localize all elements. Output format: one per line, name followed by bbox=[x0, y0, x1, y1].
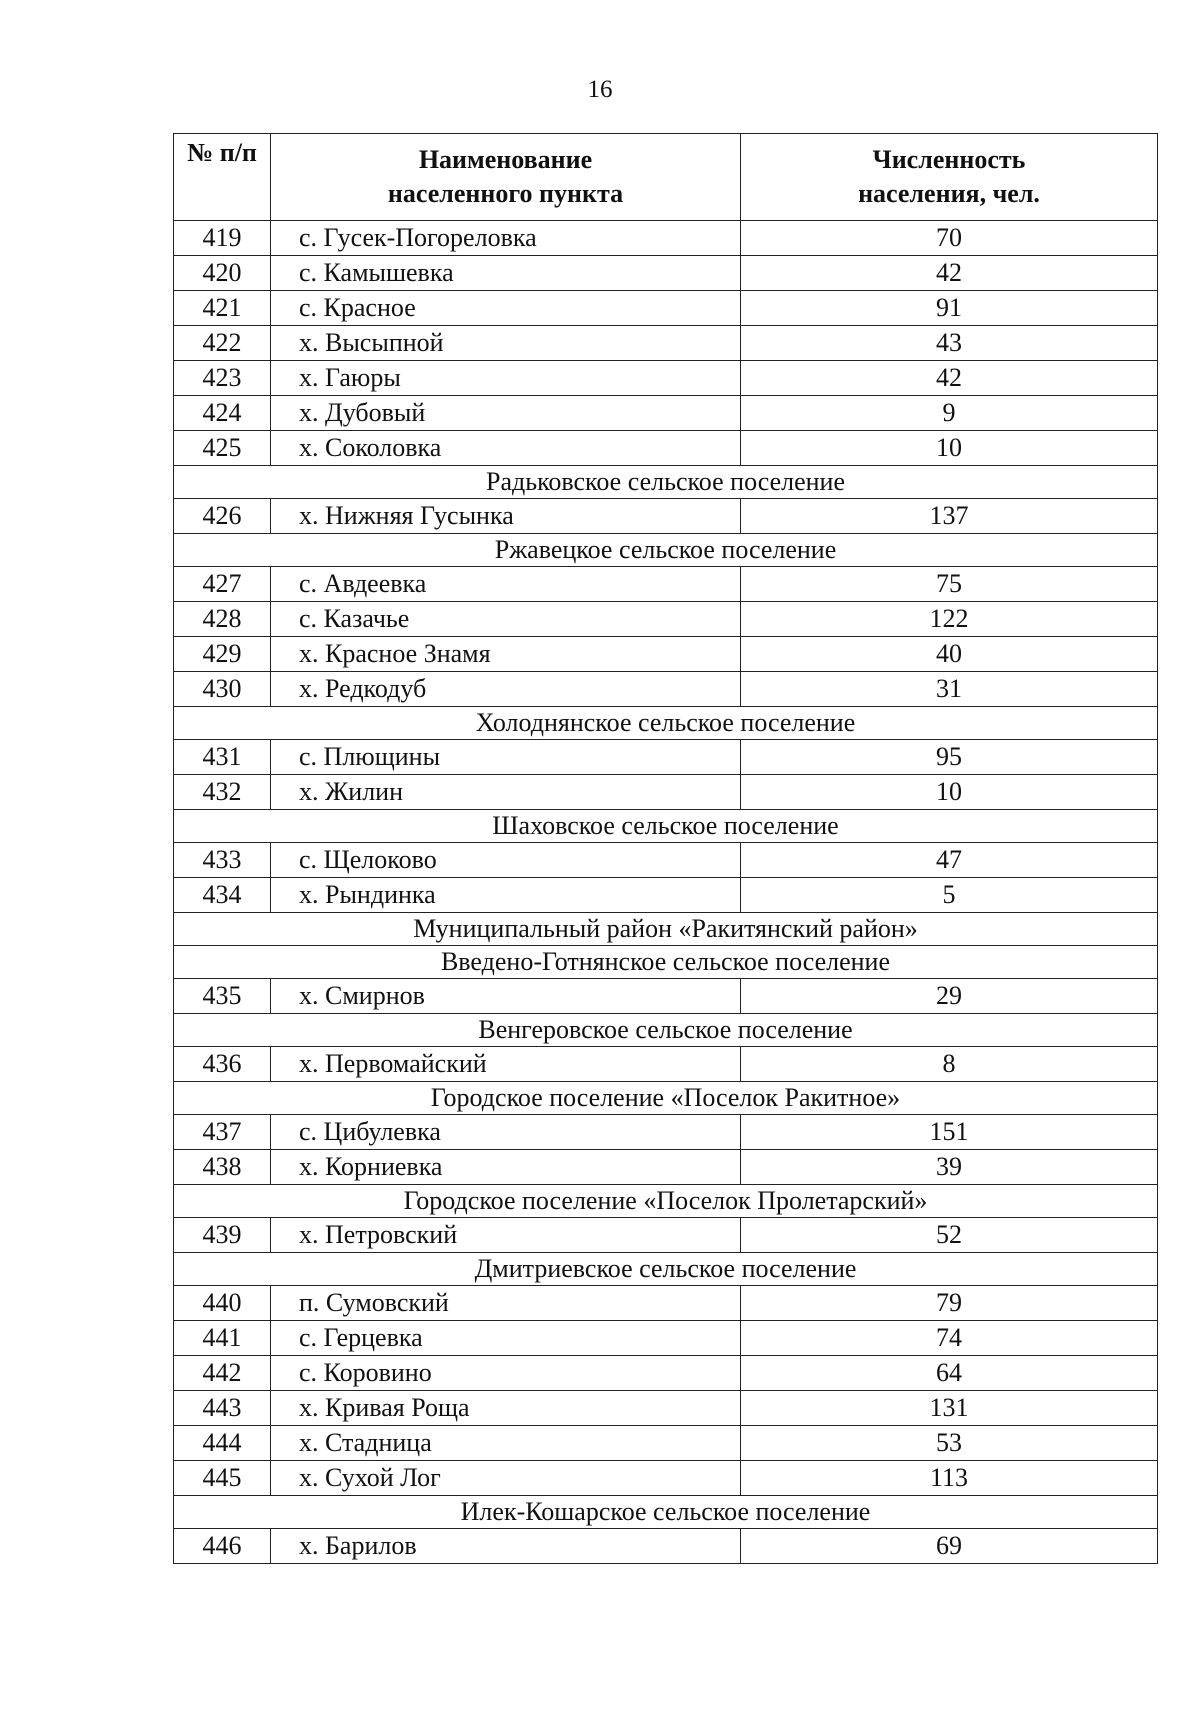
section-row bbox=[174, 1185, 1158, 1218]
row-number: 436 bbox=[174, 1047, 271, 1082]
row-number: 443 bbox=[174, 1391, 271, 1426]
row-number: 419 bbox=[174, 221, 271, 256]
population-value: 43 bbox=[741, 326, 1158, 361]
section-title: Городское поселение «Поселок Пролетарский» bbox=[174, 1185, 1158, 1218]
header-name-line1: Наименование bbox=[418, 145, 593, 174]
population-value: 151 bbox=[741, 1115, 1158, 1150]
settlement-name: х. Барилов bbox=[271, 1529, 741, 1564]
settlements-table bbox=[173, 133, 1158, 1564]
row-number: 433 bbox=[174, 843, 271, 878]
row-number: 428 bbox=[174, 602, 271, 637]
row-number: 420 bbox=[174, 256, 271, 291]
section-title: Дмитриевское сельское поселение bbox=[174, 1253, 1158, 1286]
settlement-name: х. Первомайский bbox=[271, 1047, 741, 1082]
table-row bbox=[174, 775, 1158, 810]
header-population-line1: Численность bbox=[872, 145, 1026, 174]
row-number: 444 bbox=[174, 1426, 271, 1461]
section-row bbox=[174, 1014, 1158, 1047]
table-row bbox=[174, 602, 1158, 637]
population-value: 113 bbox=[741, 1461, 1158, 1496]
table-row bbox=[174, 1391, 1158, 1426]
population-value: 10 bbox=[741, 775, 1158, 810]
row-number: 430 bbox=[174, 672, 271, 707]
table-row bbox=[174, 1461, 1158, 1496]
row-number: 434 bbox=[174, 878, 271, 913]
settlement-name: х. Гаюры bbox=[271, 361, 741, 396]
row-number: 438 bbox=[174, 1150, 271, 1185]
section-row bbox=[174, 913, 1158, 946]
section-title: Городское поселение «Поселок Ракитное» bbox=[174, 1082, 1158, 1115]
table-row bbox=[174, 396, 1158, 431]
settlement-name: х. Смирнов bbox=[271, 979, 741, 1014]
section-row bbox=[174, 946, 1158, 979]
settlement-name: с. Щелоково bbox=[271, 843, 741, 878]
population-value: 69 bbox=[741, 1529, 1158, 1564]
section-row bbox=[174, 707, 1158, 740]
population-value: 95 bbox=[741, 740, 1158, 775]
table-row bbox=[174, 1529, 1158, 1564]
population-value: 47 bbox=[741, 843, 1158, 878]
section-row bbox=[174, 466, 1158, 499]
table-row bbox=[174, 740, 1158, 775]
settlement-name: х. Красное Знамя bbox=[271, 637, 741, 672]
population-value: 8 bbox=[741, 1047, 1158, 1082]
population-value: 131 bbox=[741, 1391, 1158, 1426]
population-value: 74 bbox=[741, 1321, 1158, 1356]
section-row bbox=[174, 1253, 1158, 1286]
section-title: Радьковское сельское поселение bbox=[174, 466, 1158, 499]
header-name-line2: населенного пункта bbox=[387, 179, 624, 208]
section-title: Илек-Кошарское сельское поселение bbox=[174, 1496, 1158, 1529]
population-value: 64 bbox=[741, 1356, 1158, 1391]
settlement-name: п. Сумовский bbox=[271, 1286, 741, 1321]
settlement-name: х. Редкодуб bbox=[271, 672, 741, 707]
population-value: 75 bbox=[741, 567, 1158, 602]
settlement-name: х. Соколовка bbox=[271, 431, 741, 466]
section-row bbox=[174, 1496, 1158, 1529]
table-row bbox=[174, 843, 1158, 878]
settlement-name: с. Авдеевка bbox=[271, 567, 741, 602]
section-title: Муниципальный район «Ракитянский район» bbox=[174, 913, 1158, 946]
row-number: 437 bbox=[174, 1115, 271, 1150]
population-value: 91 bbox=[741, 291, 1158, 326]
row-number: 426 bbox=[174, 499, 271, 534]
table-row bbox=[174, 1321, 1158, 1356]
settlement-name: с. Коровино bbox=[271, 1356, 741, 1391]
section-title: Холоднянское сельское поселение bbox=[174, 707, 1158, 740]
settlement-name: с. Плющины bbox=[271, 740, 741, 775]
row-number: 432 bbox=[174, 775, 271, 810]
header-number: № п/п bbox=[174, 134, 271, 221]
table-row bbox=[174, 326, 1158, 361]
population-value: 122 bbox=[741, 602, 1158, 637]
settlement-name: х. Жилин bbox=[271, 775, 741, 810]
settlement-name: х. Кривая Роща bbox=[271, 1391, 741, 1426]
population-value: 10 bbox=[741, 431, 1158, 466]
table-row bbox=[174, 1150, 1158, 1185]
population-value: 52 bbox=[741, 1218, 1158, 1253]
population-value: 70 bbox=[741, 221, 1158, 256]
table-body bbox=[174, 221, 1158, 1564]
population-value: 9 bbox=[741, 396, 1158, 431]
settlement-name: х. Стадница bbox=[271, 1426, 741, 1461]
settlement-name: с. Цибулевка bbox=[271, 1115, 741, 1150]
settlement-name: х. Сухой Лог bbox=[271, 1461, 741, 1496]
table-row bbox=[174, 1047, 1158, 1082]
table-row bbox=[174, 567, 1158, 602]
row-number: 446 bbox=[174, 1529, 271, 1564]
settlement-name: с. Камышевка bbox=[271, 256, 741, 291]
table-row bbox=[174, 221, 1158, 256]
table-header-row bbox=[174, 134, 1158, 221]
row-number: 427 bbox=[174, 567, 271, 602]
header-population bbox=[741, 134, 1158, 221]
population-value: 29 bbox=[741, 979, 1158, 1014]
settlement-name: с. Казачье bbox=[271, 602, 741, 637]
row-number: 431 bbox=[174, 740, 271, 775]
header-name bbox=[271, 134, 741, 221]
table-row bbox=[174, 431, 1158, 466]
section-title: Венгеровское сельское поселение bbox=[174, 1014, 1158, 1047]
header-population-line2: населения, чел. bbox=[858, 179, 1040, 208]
section-title: Ржавецкое сельское поселение bbox=[174, 534, 1158, 567]
row-number: 423 bbox=[174, 361, 271, 396]
population-value: 53 bbox=[741, 1426, 1158, 1461]
table-row bbox=[174, 499, 1158, 534]
settlement-name: с. Красное bbox=[271, 291, 741, 326]
population-value: 137 bbox=[741, 499, 1158, 534]
settlement-name: х. Нижняя Гусынка bbox=[271, 499, 741, 534]
settlement-name: х. Высыпной bbox=[271, 326, 741, 361]
table-row bbox=[174, 979, 1158, 1014]
table-row bbox=[174, 256, 1158, 291]
settlement-name: х. Дубовый bbox=[271, 396, 741, 431]
population-value: 39 bbox=[741, 1150, 1158, 1185]
table-row bbox=[174, 637, 1158, 672]
row-number: 439 bbox=[174, 1218, 271, 1253]
population-value: 40 bbox=[741, 637, 1158, 672]
row-number: 435 bbox=[174, 979, 271, 1014]
population-value: 79 bbox=[741, 1286, 1158, 1321]
table-row bbox=[174, 672, 1158, 707]
row-number: 442 bbox=[174, 1356, 271, 1391]
row-number: 424 bbox=[174, 396, 271, 431]
page-number: 16 bbox=[587, 76, 613, 103]
settlement-name: х. Петровский bbox=[271, 1218, 741, 1253]
population-value: 5 bbox=[741, 878, 1158, 913]
population-value: 42 bbox=[741, 256, 1158, 291]
settlement-name: с. Гусек-Погореловка bbox=[271, 221, 741, 256]
section-row bbox=[174, 1082, 1158, 1115]
table-row bbox=[174, 291, 1158, 326]
table-row bbox=[174, 878, 1158, 913]
section-row bbox=[174, 534, 1158, 567]
section-title: Шаховское сельское поселение bbox=[174, 810, 1158, 843]
settlement-name: с. Герцевка bbox=[271, 1321, 741, 1356]
section-row bbox=[174, 810, 1158, 843]
row-number: 441 bbox=[174, 1321, 271, 1356]
row-number: 429 bbox=[174, 637, 271, 672]
population-value: 31 bbox=[741, 672, 1158, 707]
row-number: 445 bbox=[174, 1461, 271, 1496]
table-row bbox=[174, 361, 1158, 396]
row-number: 421 bbox=[174, 291, 271, 326]
table-row bbox=[174, 1218, 1158, 1253]
table-row bbox=[174, 1115, 1158, 1150]
row-number: 422 bbox=[174, 326, 271, 361]
population-value: 42 bbox=[741, 361, 1158, 396]
settlement-name: х. Рындинка bbox=[271, 878, 741, 913]
table-row bbox=[174, 1356, 1158, 1391]
section-title: Введено-Готнянское сельское поселение bbox=[174, 946, 1158, 979]
row-number: 425 bbox=[174, 431, 271, 466]
settlement-name: х. Корниевка bbox=[271, 1150, 741, 1185]
table-row bbox=[174, 1426, 1158, 1461]
row-number: 440 bbox=[174, 1286, 271, 1321]
table-row bbox=[174, 1286, 1158, 1321]
